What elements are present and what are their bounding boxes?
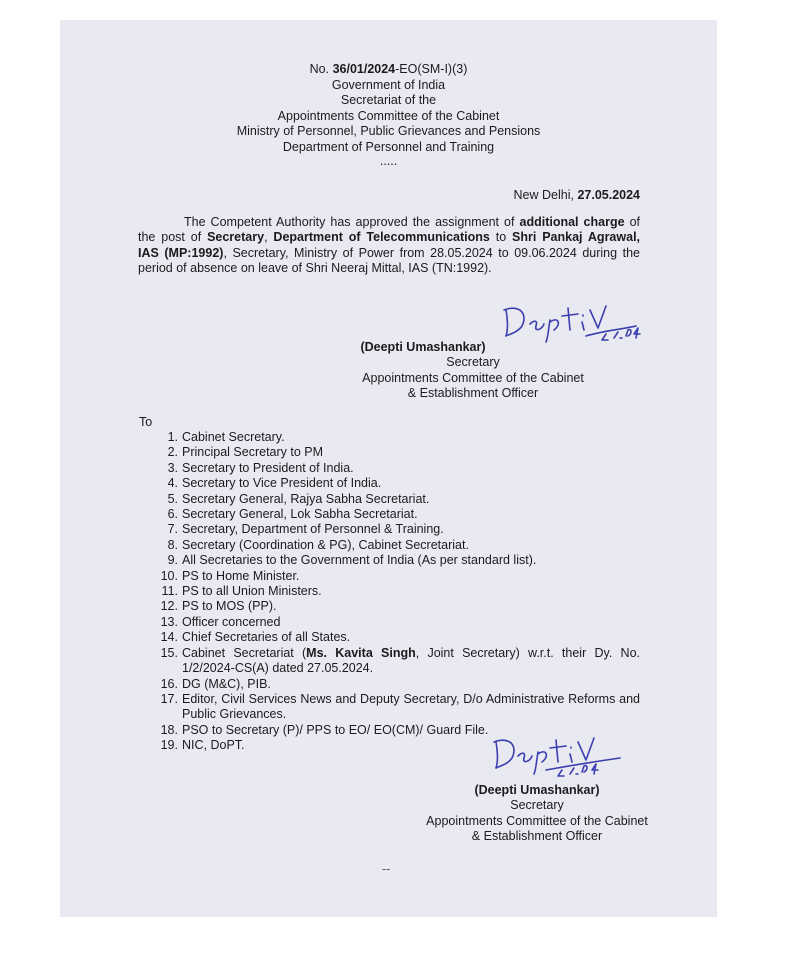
recipient-number: 3.	[167, 460, 178, 475]
header-line-department: Department of Personnel and Training	[282, 139, 495, 154]
signatory-line1-2: Appointments Committee of the Cabinet	[426, 813, 648, 828]
recipient-number: 13.	[160, 614, 178, 629]
letterhead	[60, 62, 717, 166]
header-line-government: Government of India	[331, 77, 446, 92]
recipient-item	[156, 615, 640, 630]
signatory-designation: Secretary	[446, 355, 500, 370]
recipient-text: Editor, Civil Services News and Deputy Secretary, D/o Administrative Reforms and Public Grievances.	[182, 691, 640, 722]
signatory-line2: & Establishment Officer	[407, 386, 539, 401]
header-dots: .....	[379, 153, 398, 168]
recipient-text: NIC, DoPT.	[182, 738, 245, 753]
recipient-number: 18.	[160, 722, 178, 737]
recipient-text: Chief Secretaries of all States.	[182, 630, 351, 645]
recipient-number: 9.	[167, 553, 178, 568]
recipient-number: 11.	[161, 584, 178, 599]
recipient-list	[156, 430, 640, 754]
recipient-text: Secretary (Coordination & PG), Cabinet Secretariat.	[182, 537, 469, 552]
recipient-text: Principal Secretary to PM	[182, 445, 324, 460]
recipient-number: 14.	[160, 630, 178, 645]
recipient-number: 7.	[167, 522, 178, 537]
recipient-item	[156, 553, 640, 568]
header-line-acc: Appointments Committee of the Cabinet	[277, 108, 500, 123]
recipient-number: 19.	[160, 738, 178, 753]
recipient-item	[156, 492, 640, 507]
recipient-text: PS to MOS (PP).	[182, 599, 277, 614]
header-line-secretariat: Secretariat of the	[340, 93, 437, 108]
recipient-number: 8.	[167, 537, 178, 552]
recipient-item	[156, 538, 640, 553]
recipient-number: 6.	[167, 507, 178, 522]
recipient-text: Secretary General, Lok Sabha Secretariat.	[182, 507, 418, 522]
footer-mark: --	[382, 862, 391, 876]
recipient-text: DG (M&C), PIB.	[182, 676, 271, 691]
recipient-text: Officer concerned	[182, 614, 281, 629]
recipient-item	[156, 476, 640, 491]
recipient-text: PSO to Secretary (P)/ PPS to EO/ EO(CM)/ Guard File.	[182, 722, 489, 737]
recipient-number: 2.	[167, 445, 178, 460]
recipient-text: Secretary to Vice President of India.	[182, 476, 382, 491]
recipient-number: 16.	[160, 676, 178, 691]
recipient-number: 5.	[167, 491, 178, 506]
recipient-text: Secretary, Department of Personnel & Training.	[182, 522, 444, 537]
recipient-text: Secretary to President of India.	[182, 460, 354, 475]
recipient-item	[156, 646, 640, 677]
recipient-number: 4.	[167, 476, 178, 491]
header-line-ministry: Ministry of Personnel, Public Grievances and Pensions	[236, 124, 541, 139]
signatory-line2-2: & Establishment Officer	[471, 829, 603, 844]
document-page	[60, 20, 717, 917]
recipient-item	[156, 430, 640, 445]
recipient-item	[156, 522, 640, 537]
recipient-text: Cabinet Secretariat (Ms. Kavita Singh, Joint Secretary) w.r.t. their Dy. No. 1/2/2024-CS(A) dated 27.05.2024.	[182, 645, 640, 676]
signatory-line1: Appointments Committee of the Cabinet	[362, 370, 584, 385]
recipient-text: Secretary General, Rajya Sabha Secretariat.	[182, 491, 430, 506]
signature-block-1	[313, 340, 633, 402]
recipient-number: 17.	[160, 691, 178, 706]
recipient-item	[156, 677, 640, 692]
recipient-item	[156, 445, 640, 460]
signatory-designation-2: Secretary	[510, 798, 564, 813]
recipient-text: PS to all Union Ministers.	[182, 584, 322, 599]
signatory-name-2: (Deepti Umashankar)	[474, 783, 600, 797]
recipient-item	[156, 692, 640, 723]
recipient-item	[156, 584, 640, 599]
recipient-item	[156, 630, 640, 645]
to-label: To	[139, 415, 153, 429]
place-date: New Delhi, 27.05.2024	[513, 188, 640, 202]
recipient-item	[156, 599, 640, 614]
recipient-item	[156, 569, 640, 584]
recipient-item	[156, 461, 640, 476]
signature-block-2	[387, 783, 687, 845]
reference-number: No. 36/01/2024-EO(SM-I)(3)	[309, 62, 468, 76]
signatory-name: (Deepti Umashankar)	[360, 340, 486, 354]
recipient-number: 1.	[167, 430, 178, 444]
order-paragraph: The Competent Authority has approved the assignment of additional charge of the post of Secretary, Department of Telecommunications to Shri Pankaj Agrawal, IAS (MP:1992), Secretary, Ministry of Power from 28.05.2024 to 09.06.2024 during the period of absence on leave of Shri Neeraj Mittal, IAS (TN:1992).	[138, 215, 641, 276]
recipient-text: All Secretaries to the Government of India (As per standard list).	[182, 553, 537, 568]
recipient-number: 10.	[160, 568, 178, 583]
recipient-number: 15.	[160, 645, 178, 660]
recipient-item	[156, 507, 640, 522]
recipient-number: 12.	[160, 599, 178, 614]
recipient-text: Cabinet Secretary.	[182, 430, 285, 444]
recipient-text: PS to Home Minister.	[182, 568, 300, 583]
